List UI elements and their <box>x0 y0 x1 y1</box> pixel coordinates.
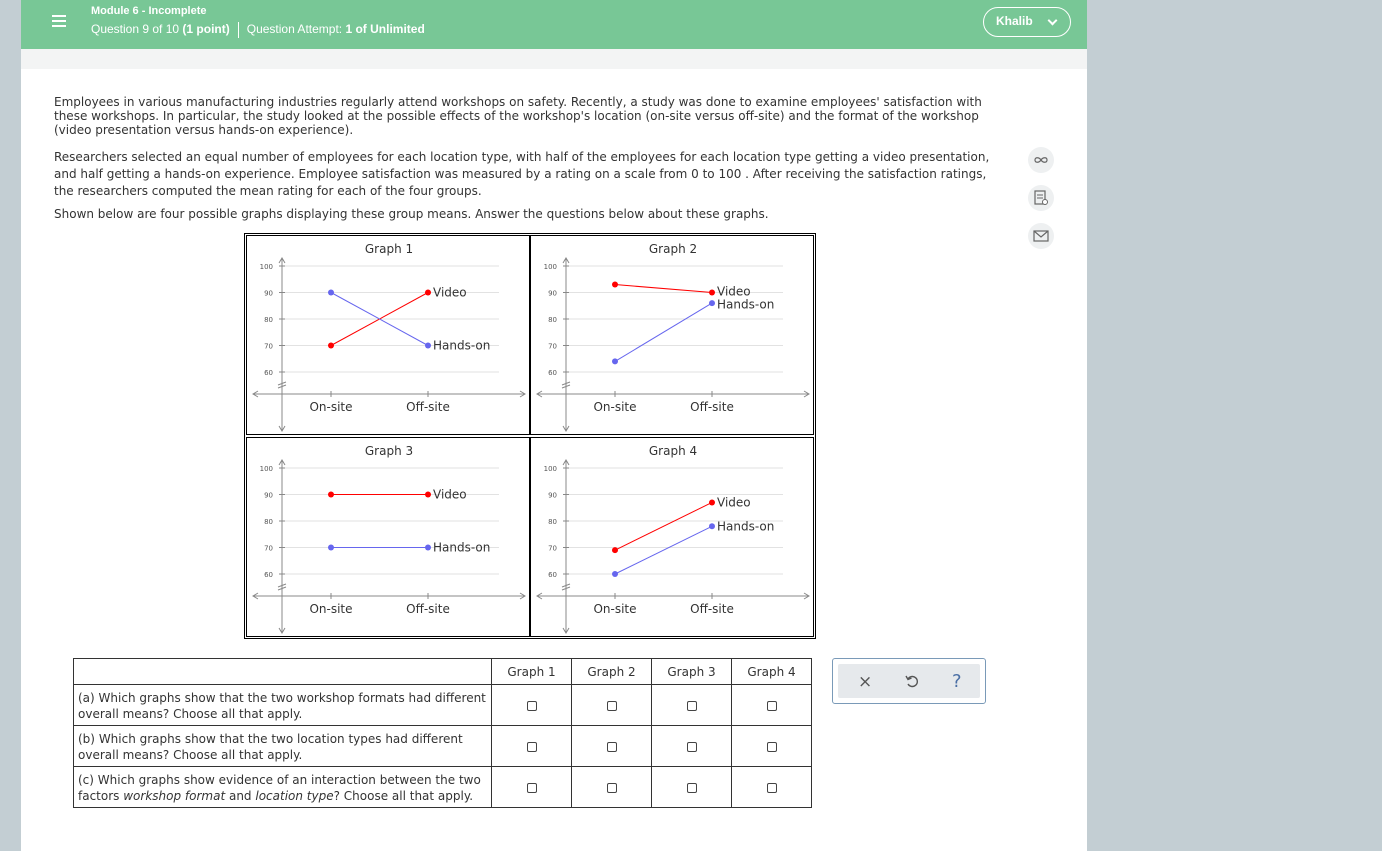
module-title: Module 6 - Incomplete <box>91 5 207 17</box>
undo-icon[interactable] <box>904 673 920 693</box>
graph-title: Graph 4 <box>648 444 698 458</box>
infinity-icon[interactable] <box>1028 147 1054 173</box>
user-menu-button[interactable] <box>983 7 1071 37</box>
help-button[interactable]: ? <box>952 671 962 692</box>
question-a-text <box>74 685 492 726</box>
checkbox-c-graph-2[interactable] <box>607 783 617 793</box>
column-header: Graph 1 <box>492 659 572 685</box>
checkbox-a-graph-2[interactable] <box>607 701 617 711</box>
series-label: Video <box>433 487 467 502</box>
question-c-part: (c) <box>78 773 94 787</box>
question-c-text <box>74 767 492 808</box>
series-label: Hands-on <box>717 519 775 534</box>
graph-3 <box>246 437 530 637</box>
user-name: Khalib <box>996 14 1033 28</box>
checkbox-c-graph-3[interactable] <box>687 783 697 793</box>
graph-title: Graph 2 <box>648 242 698 256</box>
problem-paragraph-3: Shown below are four possible graphs displaying these group means. Answer the questions below about these graphs. <box>54 207 769 221</box>
y-tick-label: 80 <box>264 518 273 526</box>
question-c-body-3: ? Choose all that apply. <box>333 789 474 803</box>
checkbox-c-graph-4[interactable] <box>767 783 777 793</box>
checkbox-b-graph-1[interactable] <box>527 742 537 752</box>
question-a-body: Which graphs show that the two workshop formats had different overall means? Choose all that apply. <box>78 691 486 721</box>
y-tick-label: 90 <box>548 289 557 298</box>
data-point <box>328 343 334 349</box>
answer-tools <box>832 658 986 704</box>
factor-2: location type <box>255 789 334 803</box>
data-point <box>425 545 431 551</box>
question-b-body: Which graphs show that the two location types had different overall means? Choose all that apply. <box>78 732 463 762</box>
x-tick-label: On-site <box>309 602 353 616</box>
y-tick-label: 100 <box>543 263 557 271</box>
question-label: Question 9 of 10 <box>91 22 180 37</box>
data-point <box>709 499 715 505</box>
column-header: Graph 4 <box>732 659 812 685</box>
series-label: Video <box>433 285 467 300</box>
x-tick-label: Off-site <box>406 400 450 414</box>
y-tick-label: 100 <box>259 263 273 271</box>
series-line <box>615 526 712 574</box>
data-point <box>709 290 715 296</box>
data-point <box>425 290 431 296</box>
checkbox-b-graph-2[interactable] <box>607 742 617 752</box>
question-a-part: (a) <box>78 691 95 705</box>
clear-button[interactable]: × <box>858 672 873 692</box>
y-tick-label: 70 <box>548 544 557 553</box>
answer-table <box>73 658 812 808</box>
x-tick-label: Off-site <box>406 602 450 616</box>
checkbox-b-graph-4[interactable] <box>767 742 777 752</box>
graph-4 <box>530 437 814 637</box>
table-row <box>74 726 812 767</box>
graph-1 <box>246 235 530 435</box>
y-tick-label: 100 <box>543 465 557 473</box>
y-tick-label: 80 <box>264 316 273 324</box>
data-point <box>328 545 334 551</box>
y-tick-label: 60 <box>264 369 273 377</box>
checkbox-c-graph-1[interactable] <box>527 783 537 793</box>
x-tick-label: On-site <box>309 400 353 414</box>
series-label: Video <box>717 495 751 510</box>
question-c-body-2: and <box>225 789 256 803</box>
checkbox-a-graph-3[interactable] <box>687 701 697 711</box>
series-line <box>615 502 712 550</box>
question-b-text <box>74 726 492 767</box>
series-label: Hands-on <box>433 540 491 555</box>
data-point <box>328 492 334 498</box>
problem-paragraph-1: Employees in various manufacturing industries regularly attend workshops on safety. Recently, a study was done to examine employees' satisfaction with these workshops. In particular, the study looked at the possible effects of the workshop's location (on-site versus off-site) and the format of the workshop (video presentation versus hands-on experience). <box>54 95 982 137</box>
question-b-part: (b) <box>78 732 95 746</box>
question-points: (1 point) <box>182 22 230 37</box>
answer-tools-inner <box>838 664 980 698</box>
factor-1: workshop format <box>123 789 226 803</box>
y-tick-label: 60 <box>548 369 557 377</box>
y-tick-label: 80 <box>548 316 557 324</box>
checkbox-a-graph-1[interactable] <box>527 701 537 711</box>
graph-2 <box>530 235 814 435</box>
x-tick-label: On-site <box>593 602 637 616</box>
checkbox-b-graph-3[interactable] <box>687 742 697 752</box>
y-tick-label: 70 <box>264 342 273 351</box>
data-point <box>425 343 431 349</box>
y-tick-label: 90 <box>548 491 557 500</box>
data-point <box>425 492 431 498</box>
data-point <box>612 571 618 577</box>
series-line <box>615 285 712 293</box>
y-tick-label: 80 <box>548 518 557 526</box>
table-header-blank <box>74 659 492 685</box>
series-label: Hands-on <box>717 297 775 312</box>
graph-title: Graph 3 <box>364 444 414 458</box>
table-row <box>74 685 812 726</box>
data-point <box>612 547 618 553</box>
attempt-label: Question Attempt: <box>246 22 343 37</box>
series-label: Video <box>717 284 751 299</box>
y-tick-label: 90 <box>264 289 273 298</box>
problem-paragraph-2: Researchers selected an equal number of employees for each location type, with half of the employees for each location type getting a video presentation, and half getting a hands-on experience. Employee satisfaction was measured by a rating on a scale from 0 to 100 . After receiving the satisfaction ratings, the researchers computed the mean rating for each of the four groups. <box>54 150 990 198</box>
data-point <box>328 290 334 296</box>
graph-2-plot <box>531 236 815 436</box>
progress-strip <box>21 49 1087 69</box>
y-tick-label: 70 <box>264 544 273 553</box>
message-icon[interactable] <box>1028 223 1054 249</box>
graph-title: Graph 1 <box>364 242 414 256</box>
y-tick-label: 100 <box>259 465 273 473</box>
graph-3-plot <box>247 438 531 638</box>
y-tick-label: 60 <box>548 571 557 579</box>
question-status <box>91 22 425 38</box>
graph-1-plot <box>247 236 531 436</box>
data-point <box>709 523 715 529</box>
table-header-row <box>74 659 812 685</box>
data-point <box>612 282 618 288</box>
chevron-down-icon <box>1048 16 1058 26</box>
x-tick-label: Off-site <box>690 602 734 616</box>
x-tick-label: Off-site <box>690 400 734 414</box>
data-point <box>709 300 715 306</box>
question-c-body-1: Which graphs show evidence of an interaction between the two factors <box>78 773 481 803</box>
divider <box>238 22 239 38</box>
y-tick-label: 70 <box>548 342 557 351</box>
series-line <box>615 303 712 361</box>
checkbox-a-graph-4[interactable] <box>767 701 777 711</box>
reference-sheet-icon[interactable] <box>1028 185 1054 211</box>
column-header: Graph 2 <box>572 659 652 685</box>
graphs-panel <box>244 233 816 639</box>
y-tick-label: 60 <box>264 571 273 579</box>
x-tick-label: On-site <box>593 400 637 414</box>
data-point <box>612 358 618 364</box>
column-header: Graph 3 <box>652 659 732 685</box>
graph-4-plot <box>531 438 815 638</box>
table-row <box>74 767 812 808</box>
menu-icon[interactable] <box>48 11 70 31</box>
y-tick-label: 90 <box>264 491 273 500</box>
series-label: Hands-on <box>433 338 491 353</box>
attempt-value: 1 of Unlimited <box>345 22 425 37</box>
